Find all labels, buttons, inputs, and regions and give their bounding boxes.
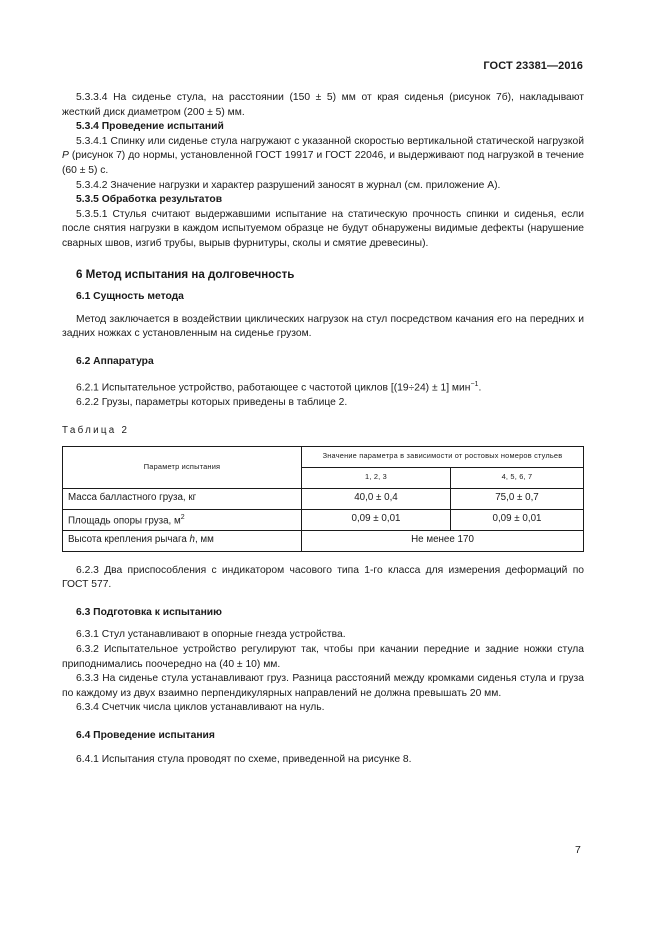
header-col-2: 4, 5, 6, 7 [451, 467, 584, 488]
heading-6-4: 6.4 Проведение испытания [76, 730, 215, 742]
header-col-1: 1, 2, 3 [302, 467, 451, 488]
para-6-2-3: 6.2.3 Два приспособления с индикатором часового типа 1-го класса для измерения деформаций по ГОСТ 577. [62, 564, 584, 591]
header-param: Параметр испытания [63, 446, 302, 488]
row-2-label-text: Площадь опоры груза, м [68, 515, 181, 527]
para-6-3-4: 6.3.4 Счетчик числа циклов устанавливают на нуль. [76, 702, 325, 714]
standard-header: ГОСТ 23381—2016 [483, 60, 583, 72]
para-6-3-1: 6.3.1 Стул устанавливают в опорные гнезда устройства. [76, 629, 346, 641]
load-variable: Р [62, 150, 69, 162]
para-6-1: Метод заключается в воздействии циклических нагрузок на стул посредством качания его на передних и задних ножках с установленным на сиденье грузом. [62, 313, 584, 340]
row-3-label-text-b: , мм [194, 534, 214, 546]
row-1-value-2: 75,0 ± 0,7 [451, 488, 584, 509]
table-caption: Таблица 2 [62, 425, 130, 437]
row-2-label-exponent: 2 [180, 513, 185, 521]
section-6-title: 6 Метод испытания на долговечность [76, 267, 295, 281]
heading-6-2: 6.2 Аппаратура [76, 355, 154, 367]
para-6-2-1 [62, 378, 584, 396]
heading-6-3: 6.3 Подготовка к испытанию [76, 606, 222, 618]
row-3-label-text-a: Высота крепления рычага [68, 534, 190, 546]
heading-6-1: 6.1 Сущность метода [76, 291, 184, 303]
para-6-2-1-end: . [478, 381, 482, 393]
para-5-3-5-1: 5.3.5.1 Стулья считают выдержавшими испытание на статическую прочность спинки и сиденья, если после снятия нагрузки в каждом испытуемом образце не будут обнаружены видимые дефекты (нарушение сварных швов, изгиб трубы, вырыв фурнитуры, сколы и смятие древесины). [62, 208, 584, 249]
para-5-3-4-1-text-a: 5.3.4.1 Спинку или сиденье стула нагружают с указанной скоростью вертикальной статической нагрузкой [76, 135, 584, 147]
row-2-value-1: 0,09 ± 0,01 [302, 509, 451, 530]
heading-5-3-5: 5.3.5 Обработка результатов [76, 194, 223, 206]
para-5-3-4-1 [62, 135, 584, 179]
row-3-value: Не менее 170 [302, 530, 584, 551]
para-6-3-2: 6.3.2 Испытательное устройство регулируют так, чтобы при качании передние и задние ножки стула приподнимались поочередно на (40 ± 10) мм. [62, 644, 584, 670]
page-number: 7 [575, 844, 581, 856]
per-minute-exponent: −1 [470, 380, 479, 388]
para-6-2-1-text: 6.2.1 Испытательное устройство, работающее с частотой циклов [(19÷24) ± 1] мин [76, 381, 471, 393]
row-2-label [63, 509, 302, 530]
table-header-row [63, 446, 584, 467]
row-1-label: Масса балластного груза, кг [63, 488, 302, 509]
para-6-4-1: 6.4.1 Испытания стула проводят по схеме, приведенной на рисунке 8. [76, 753, 412, 765]
table-2 [62, 446, 584, 552]
para-5-3-4-1-text-b: (рисунок 7) до нормы, установленной ГОСТ 19917 и ГОСТ 22046, и выдерживают под нагрузкой в течение (60 ± 5) с. [62, 150, 584, 176]
table-row [63, 530, 584, 551]
height-variable: h [189, 534, 195, 546]
para-5-3-4-2: 5.3.4.2 Значение нагрузки и характер разрушений заносят в журнал (см. приложение А). [76, 179, 501, 191]
row-2-value-2: 0,09 ± 0,01 [451, 509, 584, 530]
row-1-value-1: 40,0 ± 0,4 [302, 488, 451, 509]
page-body [62, 91, 584, 767]
header-group: Значение параметра в зависимости от ростовых номеров стульев [302, 446, 584, 467]
table-row [63, 488, 584, 509]
para-6-3-3: 6.3.3 На сиденье стула устанавливают груз. Разница расстояний между кромками сиденья стула и груза по каждому из двух взаимно перпендикулярных направлений не должна превышать 20 мм. [62, 673, 584, 699]
row-3-label [63, 530, 302, 551]
para-5-3-3-4: 5.3.3.4 На сиденье стула, на расстоянии (150 ± 5) мм от края сиденья (рисунок 7б), накладывают жесткий диск диаметром (200 ± 5) мм. [62, 92, 584, 118]
table-row [63, 509, 584, 530]
para-6-2-2: 6.2.2 Грузы, параметры которых приведены в таблице 2. [76, 396, 348, 408]
heading-5-3-4: 5.3.4 Проведение испытаний [76, 121, 224, 133]
